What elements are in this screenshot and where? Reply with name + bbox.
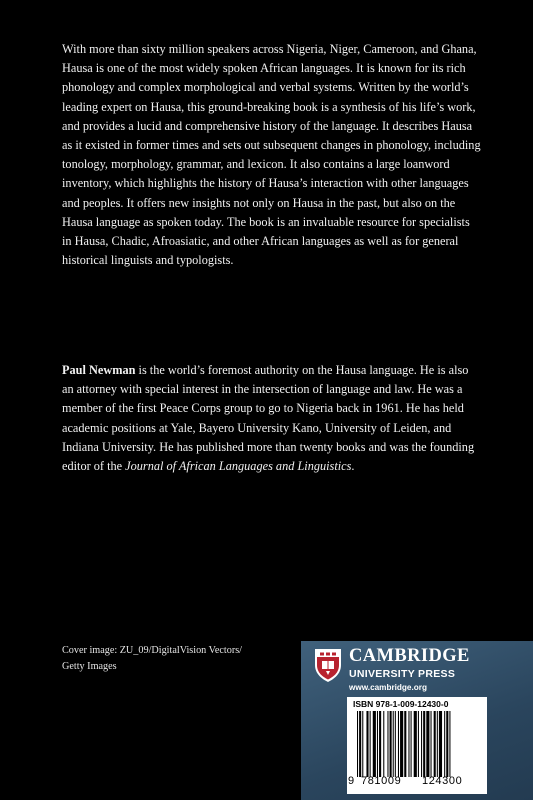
barcode-bar <box>366 711 368 777</box>
bio-end: . <box>351 459 355 474</box>
barcode-bar <box>377 711 378 777</box>
barcode-bar <box>439 711 442 777</box>
barcode-bar <box>411 711 412 777</box>
barcode-bar <box>379 711 381 777</box>
barcode-bar <box>398 711 399 777</box>
barcode-bar <box>404 711 406 777</box>
barcode-bar <box>359 711 361 777</box>
barcode-digit-first: 9 <box>348 775 355 787</box>
barcode-bar <box>414 711 417 777</box>
barcode-bar <box>418 711 419 777</box>
author-bio <box>62 361 482 476</box>
barcode-bar <box>421 711 422 777</box>
barcode-bar <box>426 711 429 777</box>
publisher-url: www.cambridge.org <box>349 683 427 692</box>
author-name: Paul Newman <box>62 363 136 377</box>
barcode-digit-group-1: 781009 <box>361 775 402 787</box>
barcode-bar <box>434 711 436 777</box>
barcode-digit-group-2: 124300 <box>422 775 463 787</box>
barcode-bar <box>390 711 392 777</box>
credit-line-2: Getty Images <box>62 660 117 672</box>
barcode-bar <box>423 711 425 777</box>
barcode-bar <box>373 711 376 777</box>
barcode-bar <box>383 711 384 777</box>
barcode-bar <box>357 711 358 777</box>
barcode-bar <box>393 711 394 777</box>
barcode-bar <box>362 711 363 777</box>
barcode-bar <box>387 711 388 777</box>
barcode-bar <box>408 711 409 777</box>
barcode-bars-icon <box>357 711 481 777</box>
credit-line-1: Cover image: ZU_09/DigitalVision Vectors/ <box>62 645 243 656</box>
cover-image-credit <box>62 643 282 674</box>
barcode-bar <box>395 711 396 777</box>
publisher-subname: UNIVERSITY PRESS <box>349 668 456 680</box>
journal-title: Journal of African Languages and Linguistics <box>125 459 352 474</box>
barcode-bar <box>400 711 403 777</box>
barcode-bar <box>444 711 445 777</box>
barcode-bar <box>437 711 438 777</box>
cambridge-crest-icon <box>313 647 343 683</box>
blurb-text: With more than sixty million speakers across Nigeria, Niger, Cameroon, and Ghana, Hausa is one of the most widely spoken African languages. It is known for its rich phonology and complex morphological and verbal systems. Written by the world’s leading expert on Hausa, this ground-breaking book is a synthesis of his life’s work, and provides a lucid and comprehensive history of the language. It describes Hausa as it existed in former times and sets out subsequent changes in phonology, including tonology, morphology, grammar, and lexicon. It also contains a large loanword inventory, which highlights the history of Hausa’s interaction with other languages and peoples. It offers new insights not only on Hausa in the past, but also on the Hausa language as spoken today. The book is an invaluable resource for specialists in Hausa, Chadic, Afroasiatic, and other African languages as well as for general historical linguists and typologists. <box>62 42 481 268</box>
isbn-label: ISBN 978-1-009-12430-0 <box>353 699 449 709</box>
bio-text: is the world’s foremost authority on the Hausa language. He is also an attorney with special interest in the intersection of language and law. He was a member of the first Peace Corps group to go to Nigeria back in 1961. He has held academic positions at Yale, Bayero University Kano, University of Leiden, and Indiana University. He has published more than twenty books and was the founding editor of the <box>62 363 475 474</box>
barcode-bar <box>431 711 432 777</box>
isbn-barcode <box>347 697 487 794</box>
barcode-bar <box>449 711 450 777</box>
publisher-name: CAMBRIDGE <box>349 646 470 666</box>
book-blurb <box>62 40 482 270</box>
barcode-bar <box>446 711 448 777</box>
barcode-bar <box>370 711 371 777</box>
